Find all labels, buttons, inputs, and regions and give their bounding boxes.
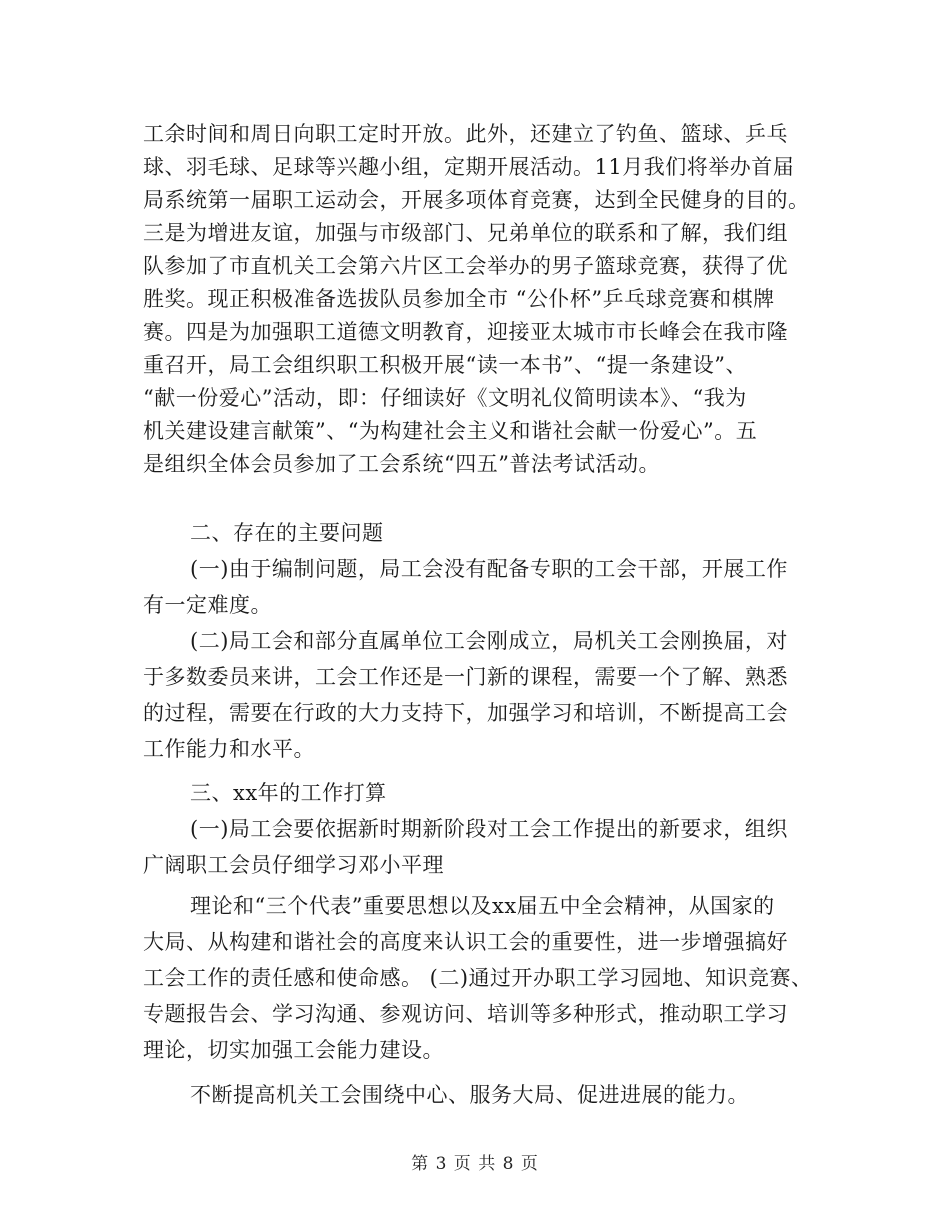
body-line: 是组织全体会员参加了工会系统“四五”普法考试活动。 xyxy=(143,452,660,476)
body-line: 理论和“三个代表”重要思想以及xx届五中全会精神，从国家的 xyxy=(190,894,775,918)
page-number-footer: 第 3 页 共 8 页 xyxy=(411,1154,539,1174)
body-line: 局系统第一届职工运动会，开展多项体育竞赛，达到全民健身的目的。 xyxy=(143,188,810,212)
body-line: 球、羽毛球、足球等兴趣小组，定期开展活动。11月我们将举办首届 xyxy=(143,155,795,179)
body-line: 的过程，需要在行政的大力支持下，加强学习和培训，不断提高工会 xyxy=(143,701,788,725)
body-line: 队参加了市直机关工会第六片区工会举办的男子篮球竞赛，获得了优 xyxy=(143,254,788,278)
body-line: (一)由于编制问题，局工会没有配备专职的工会干部，开展工作 xyxy=(190,557,788,581)
body-line: (二)局工会和部分直属单位工会刚成立，局机关工会刚换届，对 xyxy=(190,629,788,653)
body-line: 理论，切实加强工会能力建设。 xyxy=(143,1038,444,1062)
body-line: 胜奖。现正积极准备选拔队员参加全市 “公仆杯”乒乓球竞赛和棋牌 xyxy=(143,287,775,311)
body-line: 于多数委员来讲，工会工作还是一门新的课程，需要一个了解、熟悉 xyxy=(143,665,788,689)
section-heading: 三、xx年的工作打算 xyxy=(190,781,387,805)
body-line: 机关建设建言献策”、“为构建社会主义和谐社会献一份爱心”。五 xyxy=(143,419,758,443)
body-line: 有一定难度。 xyxy=(143,593,272,617)
body-line: 大局、从构建和谐社会的高度来认识工会的重要性，进一步增强搞好 xyxy=(143,930,788,954)
body-line: 工作能力和水平。 xyxy=(143,737,315,761)
body-line: 工余时间和周日向职工定时开放。此外，还建立了钓鱼、篮球、乒乓 xyxy=(143,122,788,146)
body-line: 赛。四是为加强职工道德文明教育，迎接亚太城市市长峰会在我市隆 xyxy=(143,320,788,344)
body-line: 不断提高机关工会围绕中心、服务大局、促进进展的能力。 xyxy=(190,1083,749,1107)
body-line: 广阔职工会员仔细学习邓小平理 xyxy=(143,853,444,877)
body-line: 重召开，局工会组织职工积极开展“读一本书”、“提一条建设”、 xyxy=(143,353,747,377)
body-line: 工会工作的责任感和使命感。 (二)通过开办职工学习园地、知识竞赛、 xyxy=(143,966,813,990)
body-line: “献一份爱心”活动，即：仔细读好《文明礼仪简明读本》、“我为 xyxy=(143,386,747,410)
body-line: 三是为增进友谊，加强与市级部门、兄弟单位的联系和了解，我们组 xyxy=(143,221,788,245)
body-line: (一)局工会要依据新时期新阶段对工会工作提出的新要求，组织 xyxy=(190,817,788,841)
section-heading: 二、存在的主要问题 xyxy=(190,521,384,545)
body-line: 专题报告会、学习沟通、参观访问、培训等多种形式，推动职工学习 xyxy=(143,1002,788,1026)
